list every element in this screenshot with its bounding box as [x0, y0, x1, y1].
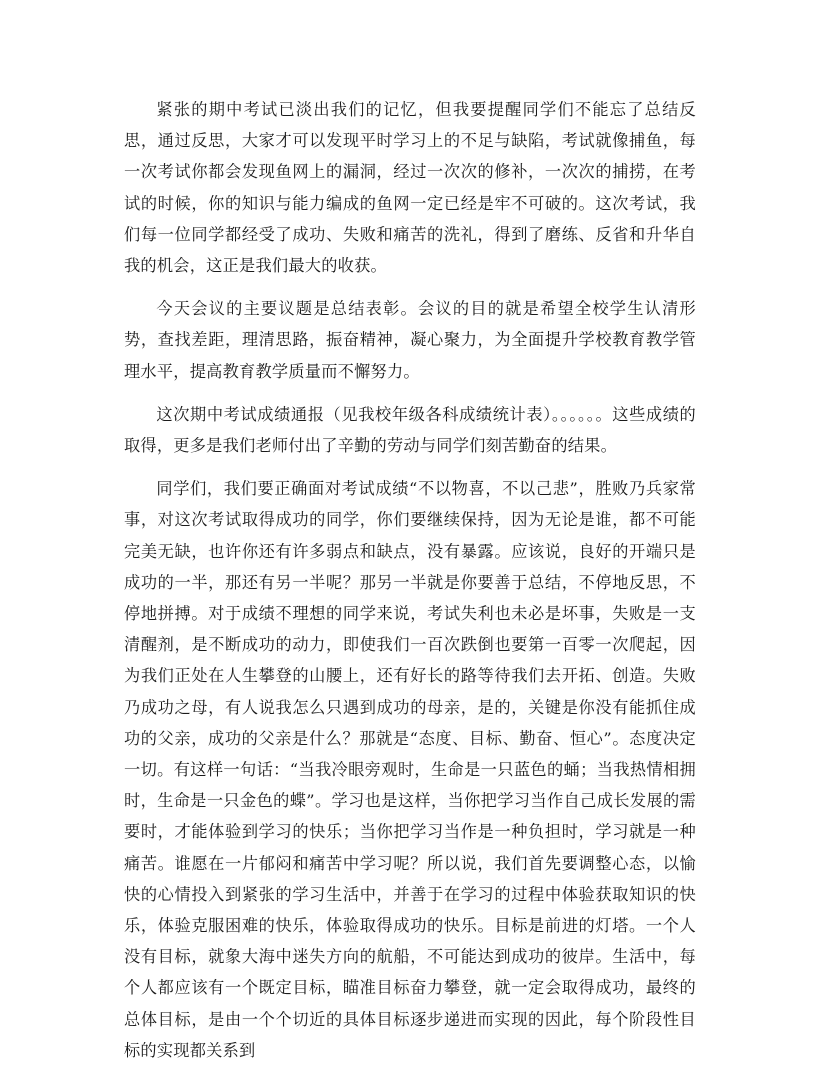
paragraph-meeting-topic: 今天会议的主要议题是总结表彰。会议的目的就是希望全校学生认清形势，查找差距，理清思路，振奋精神，凝心聚力，为全面提升学校教育教学管理水平，提高教育教学质量而不懈努力。 [124, 299, 696, 381]
paragraph-score-report: 这次期中考试成绩通报（见我校年级各科成绩统计表）。。。。。。这些成绩的取得，更多是我们老师付出了辛勤的劳动与同学们刻苦勤奋的结果。 [124, 404, 696, 456]
paragraph-attitude-goals: 同学们，我们要正确面对考试成绩“不以物喜，不以己悲”，胜败乃兵家常事，对这次考试取得成功的同学，你们要继续保持，因为无论是谁，都不可能完美无缺，也许你还有许多弱点和缺点，没有暴露。应该说，良好的开端只是成功的一半，那还有另一半呢？那另一半就是你要善于总结，不停地反思，不停地拼搏。对于成绩不理想的同学来说，考试失利也未必是坏事，失败是一支清醒剂，是不断成功的动力，即使我们一百次跌倒也要第一百零一次爬起，因为我们正处在人生攀登的山腰上，还有好长的路等待我们去开拓、创造。失败乃成功之母，有人说我怎么只遇到成功的母亲，是的，关键是你没有能抓住成功的父亲，成功的父亲是什么？那就是“态度、目标、勤奋、恒心”。态度决定一切。有这样一句话：“当我冷眼旁观时，生命是一只蓝色的蛹；当我热情相拥时，生命是一只金色的蝶”。学习也是这样，当你把学习当作自己成长发展的需要时，才能体验到学习的快乐；当你把学习当作是一种负担时，学习就是一种痛苦。谁愿在一片郁闷和痛苦中学习呢？所以说，我们首先要调整心态，以愉快的心情投入到紧张的学习生活中，并善于在学习的过程中体验获取知识的快乐，体验克服困难的快乐，体验取得成功的快乐。目标是前进的灯塔。一个人没有目标，就象大海中迷失方向的航船，不可能达到成功的彼岸。生活中，每个人都应该有一个既定目标，瞄准目标奋力攀登，就一定会取得成功，最终的总体目标，是由一个个切近的具体目标逐步递进而实现的因此，每个阶段性目标的实现都关系到 [124, 479, 696, 1060]
document-body [124, 94, 696, 1078]
paragraph-reflection: 紧张的期中考试已淡出我们的记忆，但我要提醒同学们不能忘了总结反思，通过反思，大家才可以发现平时学习上的不足与缺陷，考试就像捕鱼，每一次考试你都会发现鱼网上的漏洞，经过一次次的修补，一次次的捕捞，在考试的时候，你的知识与能力编成的鱼网一定已经是牢不可破的。这次考试，我们每一位同学都经受了成功、失败和痛苦的洗礼，得到了磨练、反省和升华自我的机会，这正是我们最大的收获。 [124, 100, 696, 276]
